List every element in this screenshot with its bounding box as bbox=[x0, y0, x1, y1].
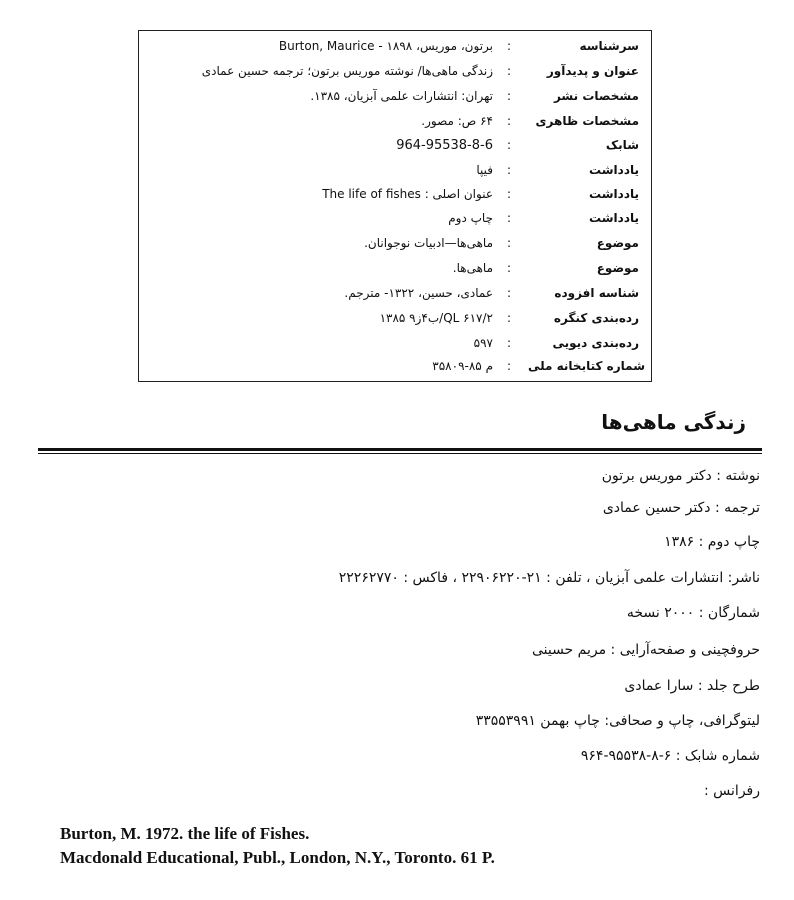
cip-value: تهران: انتشارات علمی آبزیان، ۱۳۸۵. bbox=[310, 89, 493, 103]
cip-label: شماره کتابخانه ملی bbox=[528, 359, 645, 373]
cip-row bbox=[139, 64, 651, 88]
cip-label: شناسه افزوده bbox=[554, 286, 639, 300]
cip-row bbox=[139, 261, 651, 285]
cip-label: یادداشت bbox=[589, 211, 639, 225]
cip-colon: : bbox=[506, 211, 511, 225]
cip-label: یادداشت bbox=[589, 187, 639, 201]
detail-print-run: شمارگان : ۲۰۰۰ نسخه bbox=[626, 605, 760, 621]
cip-colon: : bbox=[506, 286, 511, 300]
detail-cover-design: طرح جلد : سارا عمادی bbox=[624, 678, 760, 694]
cip-colon: : bbox=[506, 114, 511, 128]
cip-label: مشخصات نشر bbox=[553, 89, 639, 103]
detail-translator: ترجمه : دکتر حسین عمادی bbox=[602, 500, 760, 516]
cip-row bbox=[139, 359, 651, 383]
book-title: زندگی ماهی‌ها bbox=[601, 410, 746, 434]
cip-colon: : bbox=[506, 163, 511, 177]
cip-value: زندگی ماهی‌ها/ نوشته موریس برتون؛ ترجمه حسین عمادی bbox=[201, 64, 493, 78]
cip-colon: : bbox=[506, 236, 511, 250]
detail-publisher: ناشر: انتشارات علمی آبزیان ، تلفن : ۲۱-۲۲۹۰۶۲۲۰ ، فاکس : ۲۲۲۶۲۷۷۰ bbox=[338, 570, 760, 586]
reference-line-2: Macdonald Educational, Publ., London, N.Y., Toronto. 61 P. bbox=[60, 848, 495, 867]
cip-colon: : bbox=[506, 359, 511, 373]
cip-colon: : bbox=[506, 138, 511, 152]
cip-row bbox=[139, 211, 651, 235]
cip-row bbox=[139, 114, 651, 138]
cip-value: فیپا bbox=[476, 163, 493, 177]
cip-label: رده‌بندی کنگره bbox=[553, 311, 639, 325]
cip-value: QL ۶۱۷/۲/ب۴ز۹ ۱۳۸۵ bbox=[379, 311, 493, 325]
cip-value: چاپ دوم bbox=[448, 211, 493, 225]
detail-isbn: شماره شابک : ۶-۸-۹۵۵۳۸-۹۶۴ bbox=[580, 748, 760, 764]
cip-value: 964-95538-8-6 bbox=[396, 138, 493, 153]
cip-colon: : bbox=[506, 311, 511, 325]
cip-colon: : bbox=[506, 64, 511, 78]
cip-label: یادداشت bbox=[589, 163, 639, 177]
cip-label: سرشناسه bbox=[579, 39, 639, 53]
divider bbox=[38, 448, 762, 451]
cip-value: ماهی‌ها. bbox=[452, 261, 493, 275]
cip-row bbox=[139, 187, 651, 211]
cip-row bbox=[139, 138, 651, 162]
cip-colon: : bbox=[506, 89, 511, 103]
cip-colon: : bbox=[506, 187, 511, 201]
cip-label: شابک bbox=[605, 138, 639, 152]
detail-reference-label: رفرانس : bbox=[704, 783, 760, 799]
cip-row bbox=[139, 163, 651, 187]
cip-value: ۵۹۷ bbox=[473, 336, 493, 350]
divider bbox=[38, 453, 762, 454]
reference-line-1: Burton, M. 1972. the life of Fishes. bbox=[60, 824, 310, 843]
cip-value: م ۸۵-۳۵۸۰۹ bbox=[432, 359, 493, 373]
cip-colon: : bbox=[506, 336, 511, 350]
detail-typesetting: حروفچینی و صفحه‌آرایی : مریم حسینی bbox=[531, 642, 760, 658]
detail-author: نوشته : دکتر موریس برتون bbox=[601, 468, 760, 484]
cip-value: برتون، موریس، ۱۸۹۸ - Burton, Maurice bbox=[278, 39, 493, 53]
cip-value: ماهی‌ها—ادبیات نوجوانان. bbox=[364, 236, 493, 250]
cip-label: مشخصات ظاهری bbox=[535, 114, 639, 128]
cip-row bbox=[139, 286, 651, 310]
cip-row bbox=[139, 336, 651, 360]
cip-value: عمادی، حسین، ۱۳۲۲- مترجم. bbox=[344, 286, 493, 300]
cip-value: ۶۴ ص: مصور. bbox=[421, 114, 493, 128]
cip-colon: : bbox=[506, 39, 511, 53]
cip-label: عنوان و پدیدآور bbox=[546, 64, 639, 78]
cip-label: موضوع bbox=[596, 261, 639, 275]
cip-label: موضوع bbox=[596, 236, 639, 250]
cataloguing-box bbox=[138, 30, 652, 382]
cip-row bbox=[139, 89, 651, 113]
cip-row bbox=[139, 311, 651, 335]
cip-colon: : bbox=[506, 261, 511, 275]
cip-row bbox=[139, 236, 651, 260]
cip-value: عنوان اصلی : The life of fishes bbox=[322, 187, 493, 201]
cip-label: رده‌بندی دیویی bbox=[552, 336, 639, 350]
detail-printing: لیتوگرافی، چاپ و صحافی: چاپ بهمن ۳۳۵۵۳۹۹۱ bbox=[475, 713, 760, 729]
detail-edition: چاپ دوم : ۱۳۸۶ bbox=[664, 534, 760, 550]
cip-row bbox=[139, 39, 651, 63]
